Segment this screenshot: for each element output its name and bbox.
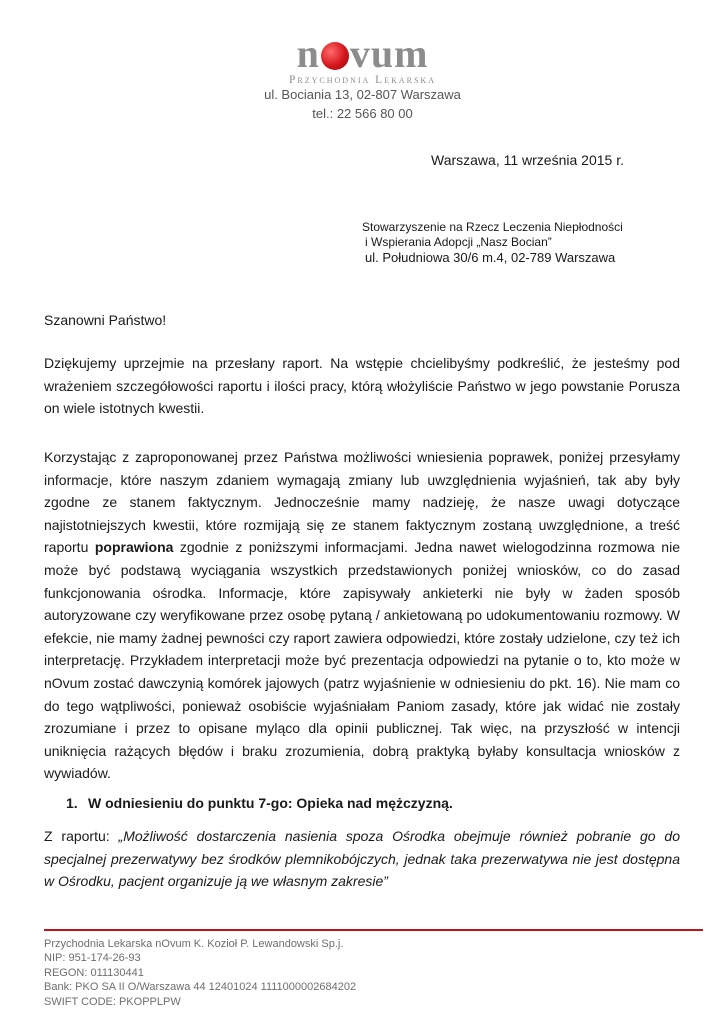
letter-date: Warszawa, 11 września 2015 r.	[431, 152, 624, 168]
footer-divider	[44, 929, 703, 931]
paragraph-1: Dziękujemy uprzejmie na przesłany raport. Na wstępie chcielibyśmy podkreślić, że jesteśmy pod wrażeniem szczegółowości raportu i ilości pracy, którą włożyliście Państwo w jego powstanie Porusza on wiele istotnych kwestii.	[44, 355, 680, 417]
logo-text-right: vum	[349, 31, 429, 76]
clinic-logo	[0, 32, 725, 86]
paragraph-2-part-2: zgodnie z poniższymi informacjami. Jedna nawet wielogodzinna rozmowa nie może być podstawą wyciągania wszystkich przedstawionych poniżej wniosków, co do zasad funkcjonowania ośrodka. Informacje, które zapisywały ankieterki nie były w żaden sposób autoryzowane czy weryfikowane przez osobę pytaną / ankietowaną po udokumentowaniu rozmowy. W efekcie, nie mamy żadnej pewności czy raport zawiera odpowiedzi, które zostały udzielone, czy też ich interpretację. Przykładem interpretacji może być prezentacja odpowiedzi na pytanie o to, kto może w nOvum zostać dawczynią komórek jajowych (patrz wyjaśnienie w odniesieniu do pkt. 16). Nie mam co do tego wątpliwości, ponieważ osobiście wyjaśniałam Paniom zasady, które jak widać nie zostały zrozumiane i przez to opisane myląco dla opinii publicznej. Tak więc, na przyszłość w intencji uniknięcia rażących błędów i braku zrozumienia, dobrą praktyką byłaby konsultacja wniosków z wywiadów.	[44, 539, 680, 782]
recipient-line-2: i Wspierania Adopcji „Nasz Bocian”	[365, 235, 552, 249]
footer-bank: Bank: PKO SA II O/Warszawa 44 12401024 1111000002684202	[44, 981, 357, 994]
clinic-phone: tel.: 22 566 80 00	[312, 106, 413, 121]
quote-text: „Możliwość dostarczenia nasienia spoza Ośrodka obejmuje również pobranie go do specjalnej prezerwatywy bez środków plemnikobójczych, jednak taka prezerwatywa nie jest dostępna w Ośrodku, pacjent organizuje ją we własnym zakresie”	[44, 828, 680, 890]
red-ball-icon	[321, 42, 349, 70]
section-1-title: W odniesieniu do punktu 7-go: Opieka nad mężczyzną.	[88, 795, 453, 811]
paragraph-2	[44, 446, 680, 785]
report-quote	[44, 825, 680, 893]
footer-nip: NIP: 951-174-26-93	[44, 952, 141, 965]
paragraph-2-bold: poprawiona	[94, 539, 174, 556]
footer-regon: REGON: 011130441	[44, 966, 144, 979]
section-1-number: 1.	[66, 795, 78, 811]
footer	[44, 937, 356, 1009]
recipient-line-1: Stowarzyszenie na Rzecz Leczenia Niepłodności	[362, 220, 623, 234]
greeting: Szanowni Państwo!	[44, 312, 167, 328]
footer-swift: SWIFT CODE: PKOPPLPW	[44, 995, 181, 1008]
quote-prefix: Z raportu:	[44, 828, 119, 844]
recipient-address: ul. Południowa 30/6 m.4, 02-789 Warszawa	[365, 250, 616, 265]
logo-text-left: n	[296, 31, 320, 76]
paragraph-2-part-1: Korzystając z zaproponowanej przez Państwa możliwości wniesienia poprawek, poniżej przesyłamy informacje, które naszym zdaniem wymagają zmiany lub uwzględnienia wyjaśnień, tak aby były zgodne ze stanem faktycznym. Jednocześnie mamy nadzieję, że nasze uwagi dotyczące najistotniejszych kwestii, które rozmijają się ze stanem faktycznym zostaną uwzględnione, a treść raportu	[44, 449, 680, 556]
logo-wordmark	[297, 32, 429, 76]
clinic-address: ul. Bociania 13, 02-807 Warszawa	[264, 87, 461, 102]
logo-subtitle: Przychodnia Lekarska	[289, 74, 436, 86]
section-1-heading	[66, 795, 453, 811]
recipient-block	[362, 220, 623, 265]
footer-company: Przychodnia Lekarska nOvum K. Kozioł P. Lewandowski Sp.j.	[44, 938, 344, 950]
